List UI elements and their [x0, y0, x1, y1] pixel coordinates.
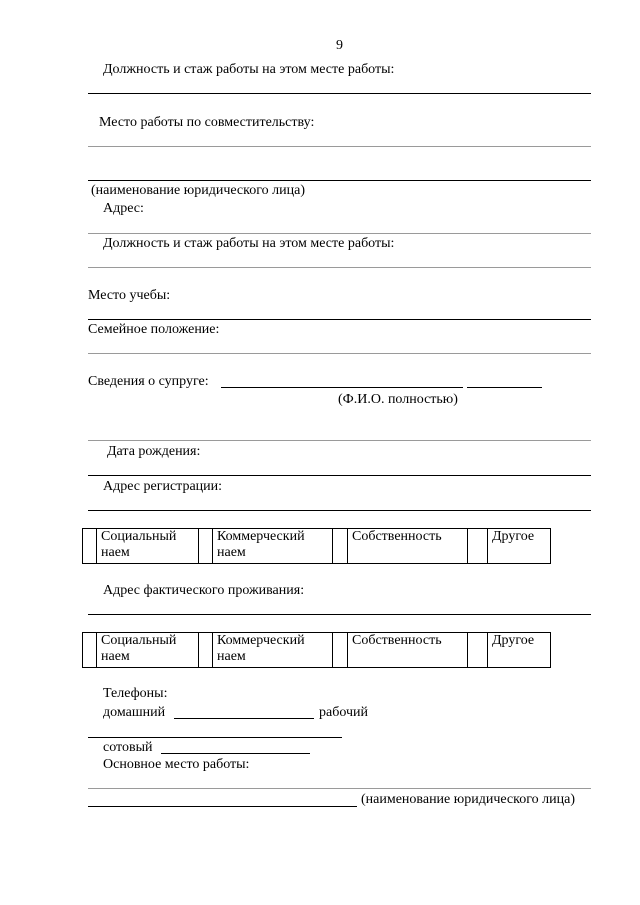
- option-checkbox[interactable]: [83, 633, 97, 668]
- work-phone-line[interactable]: [88, 737, 342, 738]
- spouse-name-underline[interactable]: [221, 387, 463, 388]
- registration-label: Адрес регистрации:: [103, 479, 223, 494]
- spouse-extra-underline[interactable]: [467, 387, 542, 388]
- option-label: Собственность: [348, 529, 468, 564]
- mobile-phone-underline[interactable]: [161, 753, 310, 754]
- phones-label: Телефоны:: [103, 686, 168, 701]
- option-label: Собственность: [348, 633, 468, 668]
- option-label: Социальный наем: [97, 529, 199, 564]
- work-phone-label: рабочий: [319, 705, 368, 720]
- spouse-hint: (Ф.И.О. полностью): [338, 392, 458, 407]
- option-checkbox[interactable]: [83, 529, 97, 564]
- option-checkbox[interactable]: [199, 633, 213, 668]
- side-job-line-2[interactable]: [88, 180, 591, 181]
- study-line[interactable]: [88, 319, 591, 320]
- side-job-label: Место работы по совместительству:: [99, 115, 315, 130]
- address-label: Адрес:: [103, 201, 144, 216]
- address-line[interactable]: [88, 233, 591, 234]
- option-checkbox[interactable]: [333, 529, 348, 564]
- actual-address-line[interactable]: [88, 614, 591, 615]
- main-job-underline[interactable]: [88, 806, 357, 807]
- registration-housing-table: [82, 528, 551, 564]
- spouse-label: Сведения о супруге:: [88, 374, 209, 389]
- option-checkbox[interactable]: [199, 529, 213, 564]
- marital-line[interactable]: [88, 353, 591, 354]
- option-checkbox[interactable]: [468, 633, 488, 668]
- option-label: Другое: [488, 529, 551, 564]
- home-phone-label: домашний: [103, 705, 166, 720]
- study-label: Место учебы:: [88, 288, 171, 303]
- actual-housing-table: [82, 632, 551, 668]
- home-phone-underline[interactable]: [174, 718, 314, 719]
- option-label: Коммерческий наем: [213, 529, 333, 564]
- option-checkbox[interactable]: [468, 529, 488, 564]
- position-side-line[interactable]: [88, 267, 591, 268]
- position-side-label: Должность и стаж работы на этом месте работы:: [103, 236, 395, 251]
- spouse-line[interactable]: [88, 440, 591, 441]
- page-number: 9: [336, 38, 343, 53]
- position-main-line[interactable]: [88, 93, 591, 94]
- side-job-line-1[interactable]: [88, 146, 591, 147]
- option-label: Социальный наем: [97, 633, 199, 668]
- mobile-phone-label: сотовый: [103, 740, 153, 755]
- actual-address-label: Адрес фактического проживания:: [103, 583, 305, 598]
- option-label: Коммерческий наем: [213, 633, 333, 668]
- main-job-hint: (наименование юридического лица): [361, 792, 575, 807]
- legal-entity-hint: (наименование юридического лица): [91, 183, 305, 198]
- main-job-label: Основное место работы:: [103, 757, 250, 772]
- marital-label: Семейное положение:: [88, 322, 220, 337]
- option-label: Другое: [488, 633, 551, 668]
- registration-line[interactable]: [88, 510, 591, 511]
- position-main-label: Должность и стаж работы на этом месте работы:: [103, 62, 395, 77]
- option-checkbox[interactable]: [333, 633, 348, 668]
- birth-line[interactable]: [88, 475, 591, 476]
- main-job-line-1[interactable]: [88, 788, 591, 789]
- birth-label: Дата рождения:: [107, 444, 201, 459]
